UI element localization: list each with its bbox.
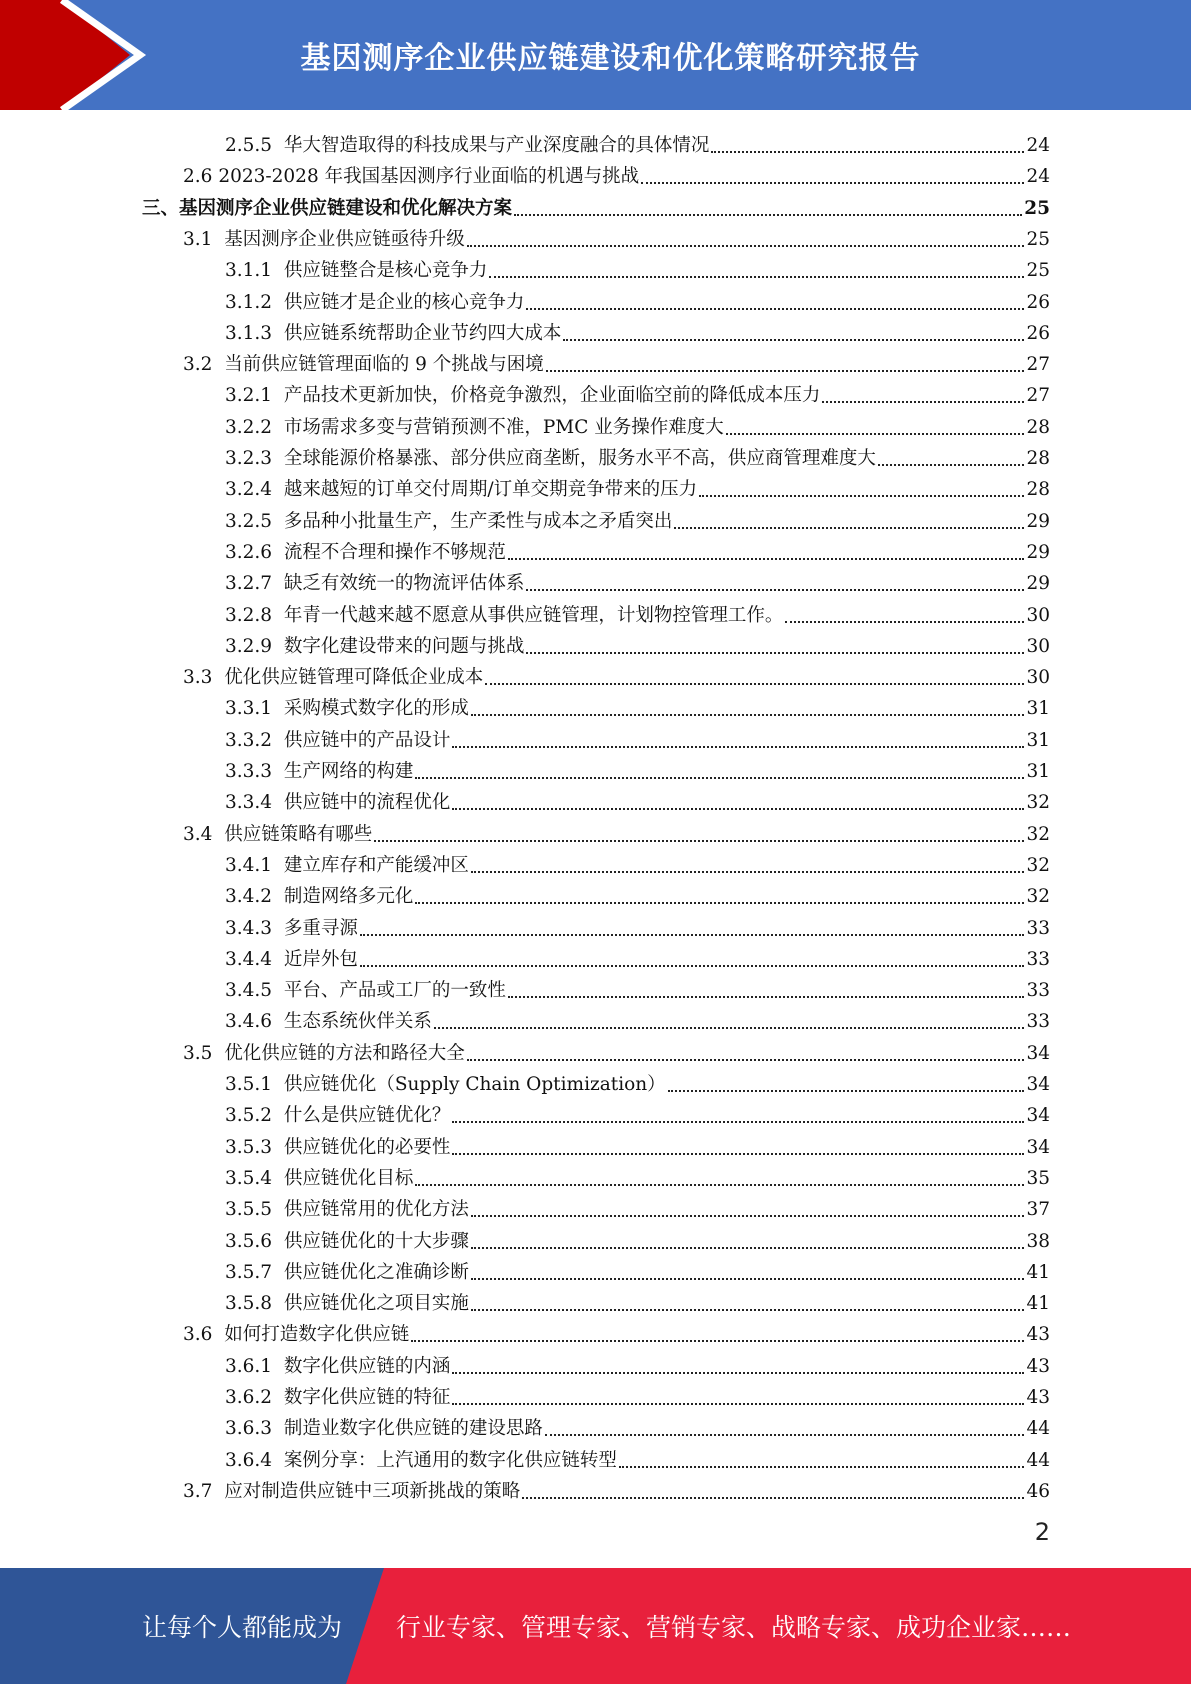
- toc-entry-page: 30: [1026, 667, 1050, 689]
- toc-entry-page: 43: [1026, 1324, 1050, 1346]
- toc-entry-title: 供应链优化（Supply Chain Optimization）: [283, 1074, 666, 1095]
- toc-entry-page: 26: [1026, 291, 1050, 313]
- toc-entry[interactable]: [225, 1161, 1050, 1192]
- toc-entry-number: 3.2.9: [225, 635, 273, 657]
- toc-entry-page: 35: [1026, 1167, 1050, 1189]
- document-title: 基因测序企业供应链建设和优化策略研究报告: [300, 41, 921, 76]
- toc-leader-dots: [546, 370, 1025, 372]
- toc-entry-page: 46: [1026, 1480, 1050, 1502]
- toc-leader-dots: [467, 245, 1025, 247]
- toc-entry[interactable]: [225, 942, 1050, 973]
- toc-leader-dots: [726, 433, 1025, 435]
- toc-entry[interactable]: [183, 1474, 1050, 1505]
- toc-entry[interactable]: [225, 598, 1050, 629]
- toc-entry-title: 数字化供应链的内涵: [283, 1355, 451, 1377]
- toc-entry-number: 3.2.2: [225, 416, 273, 438]
- toc-entry-page: 24: [1026, 135, 1050, 156]
- toc-leader-dots: [471, 871, 1025, 873]
- toc-leader-dots: [434, 1027, 1025, 1029]
- toc-entry[interactable]: [225, 1255, 1050, 1286]
- toc-entry-page: 34: [1026, 1136, 1050, 1158]
- toc-entry-number: 3.4: [183, 823, 213, 845]
- toc-leader-dots: [452, 1153, 1024, 1155]
- toc-leader-dots: [674, 527, 1024, 529]
- toc-entry-page: 41: [1026, 1293, 1050, 1315]
- toc-entry[interactable]: [225, 723, 1050, 754]
- toc-entry[interactable]: [183, 222, 1050, 253]
- toc-entry-page: 29: [1026, 510, 1050, 532]
- toc-entry-title: 当前供应链管理面临的 9 个挑战与困境: [224, 354, 544, 376]
- toc-leader-dots: [471, 1247, 1025, 1249]
- toc-leader-dots: [711, 151, 1024, 153]
- toc-entry[interactable]: [225, 1286, 1050, 1317]
- toc-entry[interactable]: [225, 285, 1050, 316]
- toc-entry-number: 3.5.8: [225, 1293, 273, 1315]
- toc-entry-number: 3.3.2: [225, 729, 273, 751]
- toc-entry-title: 采购模式数字化的形成: [283, 698, 469, 720]
- toc-entry-page: 31: [1026, 729, 1050, 751]
- toc-entry-page: 37: [1026, 1199, 1050, 1221]
- toc-entry-title: 供应链整合是核心竞争力: [283, 260, 488, 282]
- toc-leader-dots: [452, 1372, 1024, 1374]
- toc-entry-number: 3.4.4: [225, 948, 273, 970]
- toc-entry[interactable]: [225, 1130, 1050, 1161]
- toc-entry-page: 27: [1026, 385, 1050, 407]
- toc-entry-page: 34: [1026, 1042, 1050, 1064]
- toc-entry-page: 25: [1026, 228, 1050, 250]
- toc-entry-page: 28: [1026, 479, 1050, 501]
- toc-entry[interactable]: [183, 817, 1050, 848]
- toc-entry-number: 3.1: [183, 228, 213, 250]
- toc-entry-title: 多品种小批量生产，生产柔性与成本之矛盾突出: [283, 510, 673, 532]
- toc-entry-title: 市场需求多变与营销预测不准，PMC 业务操作难度大: [283, 416, 724, 438]
- toc-entry-page: 24: [1026, 166, 1050, 188]
- toc-leader-dots: [452, 1403, 1024, 1405]
- toc-entry-number: 3.2: [183, 354, 213, 376]
- toc-leader-dots: [526, 589, 1024, 591]
- toc-entry-number: 3.2.3: [225, 448, 273, 469]
- toc-entry-page: 27: [1026, 354, 1050, 376]
- toc-entry-title: 供应链中的产品设计: [283, 729, 451, 751]
- toc-entry[interactable]: [225, 848, 1050, 879]
- toc-leader-dots: [508, 558, 1025, 560]
- toc-leader-dots: [545, 1434, 1025, 1436]
- toc-entry-title: 什么是供应链优化？: [283, 1105, 451, 1127]
- toc-entry[interactable]: [225, 973, 1050, 1004]
- toc-entry-title: 优化供应链管理可降低企业成本: [224, 667, 484, 689]
- toc-entry-number: 3.5.2: [225, 1105, 273, 1127]
- toc-entry-title: 供应链中的流程优化: [283, 792, 451, 814]
- toc-entry-number: 3.6.4: [225, 1449, 273, 1471]
- toc-entry-title: 平台、产品或工厂的一致性: [283, 980, 506, 1002]
- toc-entry[interactable]: [225, 1349, 1050, 1380]
- toc-leader-dots: [360, 934, 1025, 936]
- toc-entry-title: 供应链优化之项目实施: [283, 1293, 469, 1315]
- toc-leader-dots: [415, 777, 1024, 779]
- toc-entry-title: 华大智造取得的科技成果与产业深度融合的具体情况: [283, 135, 710, 156]
- toc-entry-number: 3.6: [183, 1324, 213, 1346]
- toc-entry-title: 生产网络的构建: [283, 761, 414, 782]
- toc-leader-dots: [471, 1215, 1025, 1217]
- toc-entry-number: 3.4.5: [225, 980, 273, 1002]
- toc-entry-title: 2023-2028 年我国基因测序行业面临的机遇与挑战: [218, 166, 640, 188]
- toc-entry-page: 28: [1026, 448, 1050, 469]
- toc-entry-title: 供应链优化之准确诊断: [283, 1261, 469, 1283]
- toc-entry-number: 3.3.4: [225, 792, 273, 814]
- toc-entry-page: 29: [1026, 573, 1050, 595]
- toc-entry-page: 33: [1026, 917, 1050, 939]
- toc-entry-page: 31: [1026, 698, 1050, 720]
- toc-entry[interactable]: [225, 566, 1050, 597]
- toc-leader-dots: [467, 1059, 1025, 1061]
- toc-entry-number: 3.1.1: [225, 260, 273, 282]
- toc-entry-page: 31: [1026, 761, 1050, 782]
- toc-entry-number: 3.5.3: [225, 1136, 273, 1158]
- toc-entry[interactable]: [225, 504, 1050, 535]
- toc-entry-page: 33: [1026, 1011, 1050, 1033]
- toc-entry[interactable]: [225, 1411, 1050, 1442]
- toc-entry[interactable]: [225, 1443, 1050, 1474]
- toc-entry-number: 3.2.6: [225, 541, 273, 563]
- toc-entry-number: 3.6.2: [225, 1387, 273, 1408]
- toc-entry-number: 3.3: [183, 667, 213, 689]
- toc-entry-number: 3.5.6: [225, 1230, 273, 1252]
- toc-leader-dots: [508, 996, 1025, 998]
- toc-leader-dots: [526, 652, 1024, 654]
- toc-leader-dots: [563, 339, 1024, 341]
- toc-entry[interactable]: [225, 879, 1050, 910]
- toc-entry[interactable]: [225, 253, 1050, 284]
- toc-entry-title: 数字化供应链的特征: [283, 1387, 451, 1408]
- toc-entry-title: 基因测序企业供应链建设和优化解决方案: [179, 197, 513, 219]
- toc-entry[interactable]: [225, 1380, 1050, 1411]
- toc-entry-title: 基因测序企业供应链亟待升级: [224, 228, 465, 250]
- toc-entry-number: 3.6.1: [225, 1355, 273, 1377]
- toc-entry-title: 优化供应链的方法和路径大全: [224, 1042, 465, 1064]
- toc-entry-number: 3.2.5: [225, 510, 273, 532]
- page-header: [0, 0, 1191, 110]
- toc-entry-number: 3.2.8: [225, 604, 273, 626]
- toc-leader-dots: [878, 464, 1025, 466]
- toc-leader-dots: [485, 683, 1024, 685]
- toc-leader-dots: [415, 1184, 1024, 1186]
- page-number: 2: [1034, 1518, 1050, 1546]
- toc-leader-dots: [526, 308, 1024, 310]
- toc-entry-number: 3.4.1: [225, 854, 273, 876]
- toc-entry-title: 制造网络多元化: [283, 886, 414, 908]
- footer-slogan-left: 让每个人都能成为: [142, 1613, 343, 1642]
- toc-leader-dots: [489, 276, 1024, 278]
- toc-entry-page: 41: [1026, 1261, 1050, 1283]
- toc-entry-number: 3.1.3: [225, 322, 273, 344]
- toc-entry-page: 25: [1024, 197, 1050, 219]
- toc-entry-title: 流程不合理和操作不够规范: [283, 541, 506, 563]
- toc-entry[interactable]: [183, 159, 1050, 190]
- toc-leader-dots: [641, 182, 1024, 184]
- toc-entry-number: 3.6.3: [225, 1418, 273, 1440]
- toc-entry-number: 3.4.2: [225, 886, 273, 908]
- toc-leader-dots: [822, 401, 1024, 403]
- toc-entry-page: 33: [1026, 980, 1050, 1002]
- toc-entry[interactable]: [225, 128, 1050, 159]
- toc-entry-page: 29: [1026, 541, 1050, 563]
- toc-entry-number: 3.4.3: [225, 917, 273, 939]
- toc-entry-number: 3.2.1: [225, 385, 273, 407]
- toc-entry-number: 3.1.2: [225, 291, 273, 313]
- toc-entry[interactable]: [225, 785, 1050, 816]
- toc-entry-title: 案例分享：上汽通用的数字化供应链转型: [283, 1449, 617, 1471]
- toc-leader-dots: [452, 808, 1024, 810]
- toc-entry-page: 32: [1026, 823, 1050, 845]
- toc-entry-title: 缺乏有效统一的物流评估体系: [283, 573, 525, 595]
- toc-entry[interactable]: [225, 1067, 1050, 1098]
- toc-entry[interactable]: [225, 535, 1050, 566]
- toc-entry-page: 26: [1026, 322, 1050, 344]
- toc-entry-number: 3.2.4: [225, 479, 273, 501]
- toc-entry[interactable]: [225, 410, 1050, 441]
- toc-entry-number: 三、: [142, 197, 180, 219]
- toc-entry[interactable]: [183, 660, 1050, 691]
- toc-leader-dots: [452, 1121, 1024, 1123]
- toc-entry-title: 产品技术更新加快，价格竞争激烈，企业面临空前的降低成本压力: [283, 385, 821, 407]
- toc-entry-title: 年青一代越来越不愿意从事供应链管理，计划物控管理工作。: [283, 604, 784, 626]
- toc-entry-title: 应对制造供应链中三项新挑战的策略: [224, 1480, 521, 1502]
- toc-leader-dots: [415, 902, 1024, 904]
- toc-entry-page: 34: [1026, 1074, 1050, 1095]
- toc-entry-title: 多重寻源: [283, 917, 358, 939]
- toc-entry-title: 数字化建设带来的问题与挑战: [283, 635, 525, 657]
- toc-entry-number: 3.5.4: [225, 1167, 273, 1189]
- toc-entry[interactable]: [225, 472, 1050, 503]
- toc-entry-title: 近岸外包: [283, 948, 358, 970]
- toc-entry[interactable]: [225, 1224, 1050, 1255]
- toc-entry-number: 3.5.5: [225, 1199, 273, 1221]
- toc-entry-number: 3.5: [183, 1042, 213, 1064]
- toc-entry-title: 建立库存和产能缓冲区: [283, 854, 469, 876]
- toc-leader-dots: [699, 495, 1024, 497]
- toc-leader-dots: [374, 840, 1024, 842]
- toc-entry-title: 供应链优化目标: [283, 1167, 414, 1189]
- toc-leader-dots: [360, 965, 1025, 967]
- toc-entry[interactable]: [225, 1004, 1050, 1035]
- toc-entry[interactable]: [225, 378, 1050, 409]
- toc-leader-dots: [619, 1466, 1025, 1468]
- toc-entry[interactable]: [225, 754, 1050, 785]
- toc-entry-page: 38: [1026, 1230, 1050, 1252]
- toc-entry-number: 3.3.1: [225, 698, 273, 720]
- toc-entry[interactable]: [183, 347, 1050, 378]
- toc-leader-dots: [785, 621, 1024, 623]
- toc-entry-title: 供应链优化的十大步骤: [283, 1230, 469, 1252]
- toc-entry-page: 28: [1026, 416, 1050, 438]
- toc-entry[interactable]: [225, 316, 1050, 347]
- toc-leader-dots: [522, 1497, 1024, 1499]
- toc-entry-number: 3.5.7: [225, 1261, 273, 1283]
- toc-entry-page: 44: [1026, 1449, 1050, 1471]
- toc-entry-title: 如何打造数字化供应链: [224, 1324, 410, 1346]
- toc-leader-dots: [411, 1340, 1024, 1342]
- toc-entry-title: 制造业数字化供应链的建设思路: [283, 1418, 543, 1440]
- toc-entry-number: 2.5.5: [225, 135, 273, 156]
- toc-entry-number: 3.3.3: [225, 761, 273, 782]
- toc-entry-page: 33: [1026, 948, 1050, 970]
- toc-entry-title: 生态系统伙伴关系: [283, 1011, 432, 1033]
- toc-leader-dots: [452, 746, 1024, 748]
- toc-entry-number: 3.2.7: [225, 573, 273, 595]
- toc-entry-page: 43: [1026, 1387, 1050, 1408]
- toc-entry-page: 32: [1026, 854, 1050, 876]
- toc-entry-title: 供应链优化的必要性: [283, 1136, 451, 1158]
- toc-leader-dots: [471, 714, 1025, 716]
- toc-entry-title: 供应链常用的优化方法: [283, 1199, 469, 1221]
- toc-entry[interactable]: [142, 191, 1050, 222]
- toc-leader-dots: [471, 1309, 1025, 1311]
- toc-entry-title: 供应链系统帮助企业节约四大成本: [283, 322, 562, 344]
- toc-entry-page: 43: [1026, 1355, 1050, 1377]
- toc-leader-dots: [471, 1278, 1025, 1280]
- toc-entry-page: 32: [1026, 792, 1050, 814]
- footer-slogan-right: 行业专家、管理专家、营销专家、战略专家、成功企业家……: [396, 1613, 1072, 1642]
- toc-entry-page: 25: [1026, 260, 1050, 282]
- toc-leader-dots: [668, 1090, 1025, 1092]
- toc-entry-number: 2.6: [183, 166, 213, 188]
- toc-entry-page: 30: [1026, 635, 1050, 657]
- toc-entry-page: 34: [1026, 1105, 1050, 1127]
- toc-leader-dots: [514, 214, 1022, 216]
- toc-entry-title: 供应链才是企业的核心竞争力: [283, 291, 525, 313]
- toc-entry-title: 全球能源价格暴涨、部分供应商垄断，服务水平不高，供应商管理难度大: [283, 448, 876, 469]
- toc-entry-number: 3.5.1: [225, 1074, 273, 1095]
- page-footer: [0, 1568, 1191, 1684]
- toc-entry-page: 44: [1026, 1418, 1050, 1440]
- toc-entry[interactable]: [225, 691, 1050, 722]
- toc-entry[interactable]: [225, 1098, 1050, 1129]
- toc-entry-page: 30: [1026, 604, 1050, 626]
- toc-entry[interactable]: [225, 441, 1050, 472]
- toc-entry-title: 越来越短的订单交付周期/订单交期竞争带来的压力: [283, 479, 698, 501]
- toc-entry[interactable]: [225, 1192, 1050, 1223]
- toc-entry-title: 供应链策略有哪些: [224, 823, 373, 845]
- toc-entry[interactable]: [183, 1317, 1050, 1348]
- toc-entry-number: 3.4.6: [225, 1011, 273, 1033]
- toc-entry[interactable]: [225, 911, 1050, 942]
- toc-entry-number: 3.7: [183, 1480, 213, 1502]
- toc-entry[interactable]: [183, 1036, 1050, 1067]
- toc-entry-page: 32: [1026, 886, 1050, 908]
- toc-entry[interactable]: [225, 629, 1050, 660]
